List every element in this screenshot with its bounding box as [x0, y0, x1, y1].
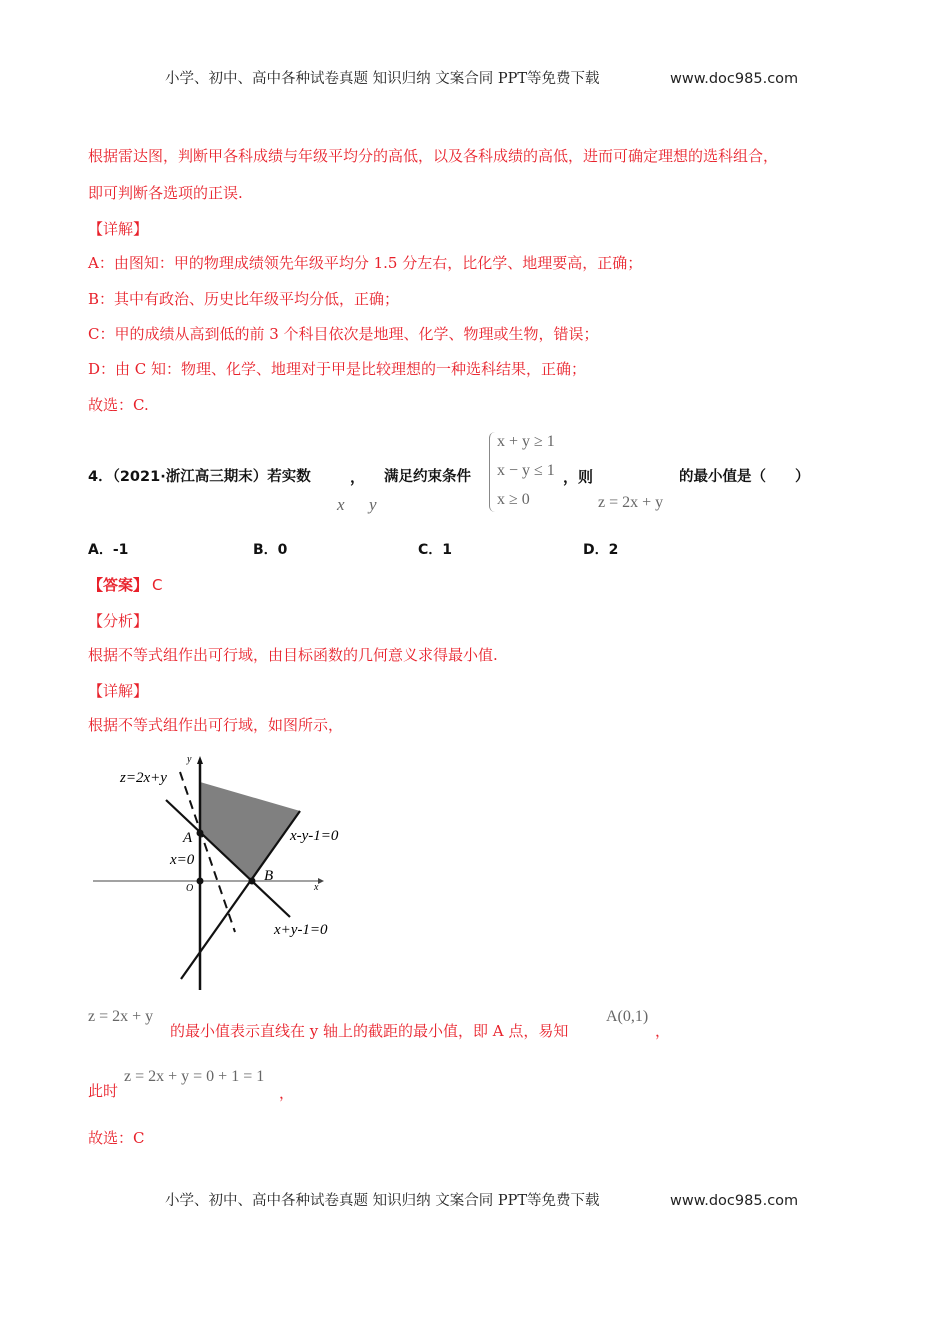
y-axis-arrow	[197, 756, 203, 764]
option-d[interactable]: D．2	[583, 542, 619, 558]
solution-point: A(0,1)	[606, 1008, 649, 1025]
detail-label-q4: 【详解】	[88, 682, 149, 700]
solution-math-1: z = 2x + y	[88, 1008, 154, 1025]
answer-value: C	[152, 576, 163, 594]
q4-stem-d: 的最小值是（ ）	[679, 469, 810, 485]
detail-label: 【详解】	[88, 220, 149, 238]
constraint-2: x − y ≤ 1	[497, 462, 555, 479]
y-label: y	[187, 754, 192, 765]
analysis-label: 【分析】	[88, 612, 149, 630]
detail-text: 根据不等式组作出可行域，如图所示，	[88, 716, 344, 734]
q4-stem-c: ，则	[563, 468, 594, 486]
header-text: 小学、初中、高中各种试卷真题 知识归纳 文案合同 PPT等免费下载	[165, 71, 600, 87]
solution-math-2: z = 2x + y = 0 + 1 = 1	[124, 1068, 265, 1085]
q4-stem-b: 满足约束条件	[384, 469, 471, 485]
a-label: A	[183, 830, 193, 846]
solution-comma-2: ，	[279, 1084, 295, 1102]
x0-label: x=0	[170, 852, 195, 868]
x-label: x	[314, 882, 319, 893]
x-axis-arrow	[318, 878, 324, 884]
analysis-text: 根据不等式组作出可行域，由目标函数的几何意义求得最小值.	[88, 646, 498, 664]
option-b[interactable]: B．0	[253, 542, 288, 558]
constraint-1: x + y ≥ 1	[497, 433, 555, 450]
option-a-explain: A：由图知：甲的物理成绩领先年级平均分 1.5 分左右，比化学、地理要高，正确；	[88, 254, 643, 272]
answer-label: 【答案】	[88, 576, 149, 594]
var-x: x	[337, 495, 345, 514]
q4-stem-a: 4．（2021·浙江高三期末）若实数	[88, 469, 311, 485]
solution-prefix: 此时	[88, 1082, 119, 1100]
footer-site[interactable]: www.doc985.com	[670, 1193, 799, 1209]
target-function: z = 2x + y	[598, 494, 664, 511]
solution-text-1: 的最小值表示直线在 y 轴上的截距的最小值，即 A 点，易知	[170, 1022, 569, 1040]
q4-comma: ，	[350, 468, 366, 486]
prev-choose: 故选：C.	[88, 396, 149, 414]
option-a[interactable]: A．-1	[88, 542, 129, 558]
origin-label: O	[186, 883, 194, 894]
origin-point	[197, 878, 204, 885]
q4-choose: 故选：C	[88, 1129, 145, 1147]
b-label: B	[264, 868, 274, 884]
point-b	[249, 878, 256, 885]
option-b-explain: B：其中有政治、历史比年级平均分低，正确；	[88, 290, 400, 308]
analysis-line1: 根据雷达图，判断甲各科成绩与年级平均分的高低，以及各科成绩的高低，进而可确定理想的选科组合，	[88, 147, 779, 165]
option-d-explain: D：由 C 知：物理、化学、地理对于甲是比较理想的一种选科结果，正确；	[88, 360, 587, 378]
line1-label: x-y-1=0	[290, 828, 339, 844]
option-c[interactable]: C．1	[418, 542, 453, 558]
option-c-explain: C：甲的成绩从高到低的前 3 个科目依次是地理、化学、物理或生物，错误；	[88, 325, 599, 343]
line2-label: x+y-1=0	[274, 922, 328, 938]
point-a	[197, 830, 204, 837]
constraint-3: x ≥ 0	[497, 491, 530, 508]
solution-comma-1: ，	[655, 1022, 671, 1040]
footer-text: 小学、初中、高中各种试卷真题 知识归纳 文案合同 PPT等免费下载	[165, 1193, 600, 1209]
header-site[interactable]: www.doc985.com	[670, 71, 799, 87]
var-y: y	[369, 495, 377, 514]
analysis-line2: 即可判断各选项的正误.	[88, 184, 243, 202]
objective-label: z=2x+y	[120, 770, 167, 786]
